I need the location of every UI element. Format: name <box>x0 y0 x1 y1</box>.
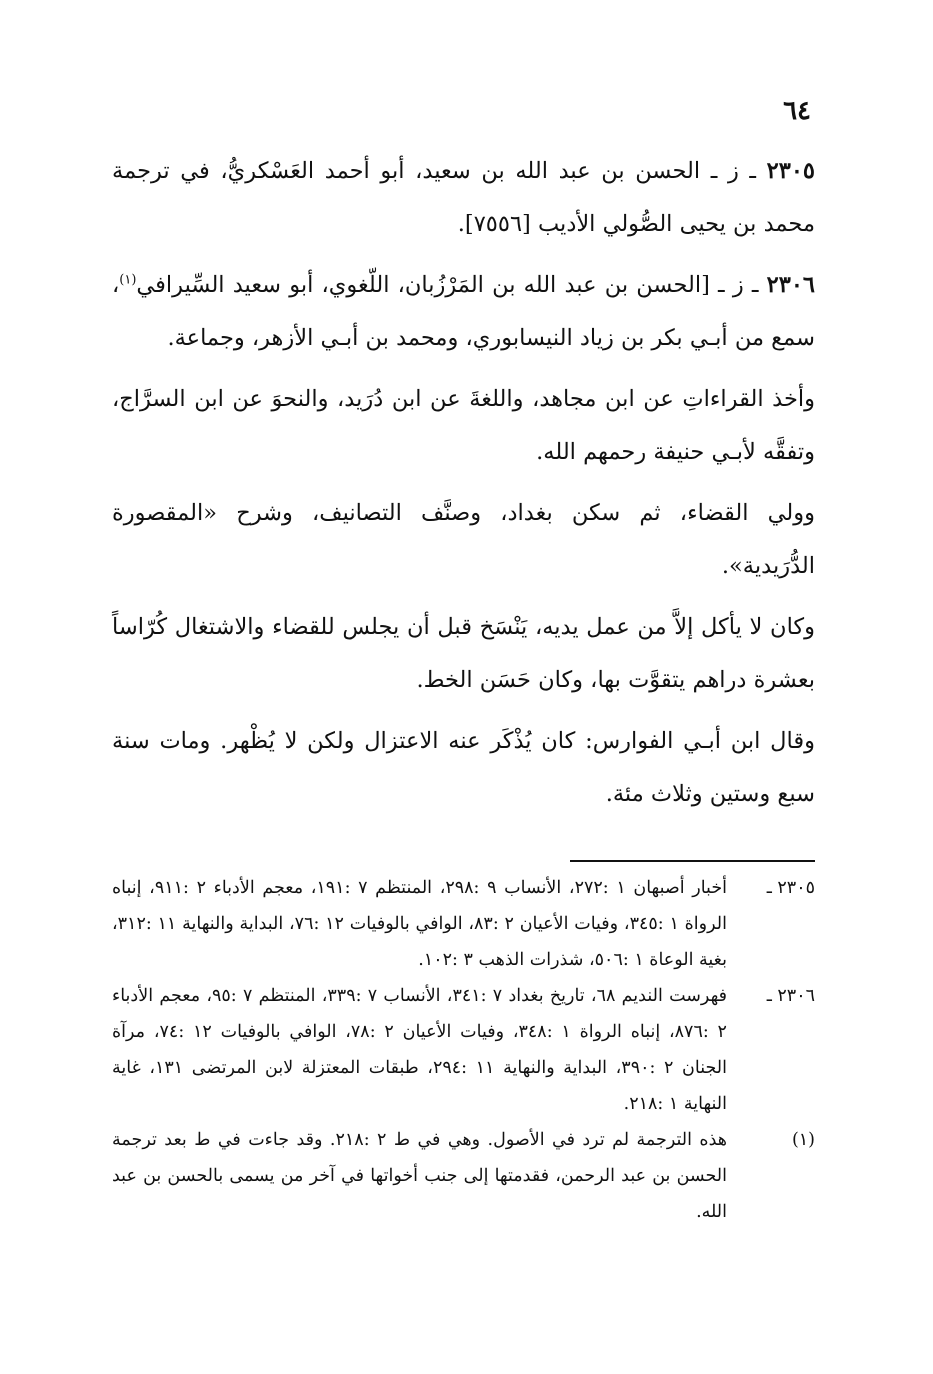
entry-2305 <box>112 145 815 251</box>
paragraph: وأخذ القراءاتِ عن ابن مجاهد، واللغةَ عن ابن دُرَيد، والنحوَ عن ابن السرَّاج، وتفقَّه لأبـي حنيفة رحمهم الله. <box>112 386 815 465</box>
footnote-text: فهرست النديم ٦٨، تاريخ بغداد ٧ :٣٤١، الأنساب ٧ :٣٣٩، المنتظم ٧ :٩٥، معجم الأدباء ٢ :٨٧٦، إنباه الرواة ١ :٣٤٨، وفيات الأعيان ٢ :٧٨، الوافي بالوفيات ١٢ :٧٤، مرآة الجنان ٢ :٣٩٠، البداية والنهاية ١١ :٢٩٤، طبقات المعتزلة لابن المرتضى ١٣١، غاية النهاية ١ :٢١٨. <box>112 986 728 1114</box>
footnote-text: أخبار أصبهان ١ :٢٧٢، الأنساب ٩ :٢٩٨، المنتظم ٧ :١٩١، معجم الأدباء ٢ :٩١١، إنباه الرواة ١ :٣٤٥، وفيات الأعيان ٢ :٨٣، الوافي بالوفيات ١٢ :٧٦، البداية والنهاية ١١ :٣١٢، بغية الوعاة ١ :٥٠٦، شذرات الذهب ٣ :١٠٢. <box>112 878 727 970</box>
footnote-2306 <box>112 978 815 1122</box>
paragraph: وكان لا يأكل إلاَّ من عمل يديه، يَنْسَخ قبل أن يجلس للقضاء والاشتغال كُرّاساً بعشرة دراهم يتقوَّت بها، وكان حَسَن الخط. <box>112 614 815 693</box>
footnotes <box>112 870 815 1230</box>
footnote-1 <box>112 1122 815 1230</box>
footnote-number: (١) <box>791 1130 815 1150</box>
footnote-divider <box>570 860 815 862</box>
entry-text: ـ ز ـ الحسن بن عبد الله بن سعيد، أبو أحمد العَسْكريُّ، في ترجمة محمد بن يحيى الصُّولي الأديب [٧٥٥٦]. <box>112 158 815 237</box>
footnote-2305 <box>112 870 815 978</box>
entry-2306 <box>112 259 815 365</box>
page-number: ٦٤ <box>783 96 811 126</box>
entry-text: ـ ز ـ [الحسن بن عبد الله بن المَرْزُبان، اللّغوي، أبو سعيد السِّيرافي <box>136 272 767 298</box>
main-text <box>112 145 815 829</box>
footnote-text: هذه الترجمة لم ترد في الأصول. وهي في ط ٢ :٢١٨. وقد جاءت في ط بعد ترجمة الحسن بن عبد الرحمن، فقدمتها إلى جنب أخواتها في آخر من يسمى بالحسن بن عبد الله. <box>112 1130 727 1222</box>
entry-number: ٢٣٠٦ <box>766 272 815 298</box>
footnote-number: ٢٣٠٥ ـ <box>766 878 815 898</box>
footnote-reference: (١) <box>119 272 137 288</box>
paragraph: وولي القضاء، ثم سكن بغداد، وصنَّف التصانيف، وشرح «المقصورة الدُّرَيدية». <box>112 500 815 579</box>
entry-number: ٢٣٠٥ <box>766 158 815 184</box>
footnote-number: ٢٣٠٦ ـ <box>766 986 815 1006</box>
entry-text: ، سمع من أبـي بكر بن زياد النيسابوري، ومحمد بن أبـي الأزهر، وجماعة. <box>112 272 815 351</box>
paragraph: وقال ابن أبـي الفوارس: كان يُذْكَر عنه الاعتزال ولكن لا يُظْهر. ومات سنة سبع وستين وثلاث مئة. <box>112 728 815 807</box>
